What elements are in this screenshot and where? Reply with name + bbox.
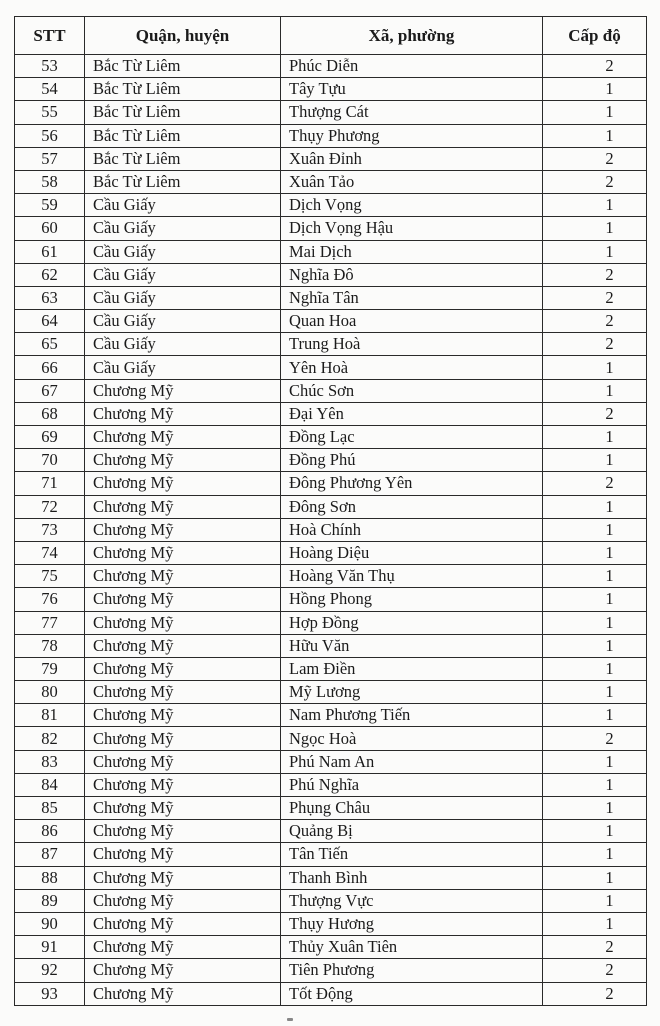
row-stt: 79	[15, 657, 85, 680]
row-stt: 55	[15, 101, 85, 124]
row-stt: 88	[15, 866, 85, 889]
row-ward: Thượng Cát	[281, 101, 543, 124]
table-row	[15, 889, 647, 912]
row-ward: Hợp Đồng	[281, 611, 543, 634]
row-stt: 54	[15, 78, 85, 101]
row-stt: 89	[15, 889, 85, 912]
row-ward: Hữu Văn	[281, 634, 543, 657]
row-ward: Yên Hoà	[281, 356, 543, 379]
row-level: 1	[543, 518, 647, 541]
row-level: 1	[543, 217, 647, 240]
row-district: Chương Mỹ	[85, 402, 281, 425]
row-stt: 66	[15, 356, 85, 379]
row-level: 2	[543, 472, 647, 495]
row-ward: Xuân Đỉnh	[281, 147, 543, 170]
table-row	[15, 449, 647, 472]
row-ward: Nghĩa Tân	[281, 286, 543, 309]
row-ward: Đông Phương Yên	[281, 472, 543, 495]
table-row	[15, 588, 647, 611]
row-level: 1	[543, 889, 647, 912]
row-ward: Phúc Diễn	[281, 55, 543, 78]
row-district: Bắc Từ Liêm	[85, 78, 281, 101]
row-ward: Dịch Vọng	[281, 194, 543, 217]
row-stt: 67	[15, 379, 85, 402]
row-stt: 64	[15, 310, 85, 333]
row-level: 2	[543, 170, 647, 193]
row-stt: 82	[15, 727, 85, 750]
row-ward: Tân Tiến	[281, 843, 543, 866]
row-ward: Phú Nghĩa	[281, 773, 543, 796]
row-ward: Tiên Phương	[281, 959, 543, 982]
row-district: Chương Mỹ	[85, 797, 281, 820]
row-level: 1	[543, 101, 647, 124]
row-ward: Chúc Sơn	[281, 379, 543, 402]
row-ward: Thanh Bình	[281, 866, 543, 889]
table-row	[15, 750, 647, 773]
row-level: 1	[543, 124, 647, 147]
row-district: Chương Mỹ	[85, 681, 281, 704]
table-row	[15, 936, 647, 959]
row-level: 1	[543, 611, 647, 634]
table-row	[15, 356, 647, 379]
row-stt: 59	[15, 194, 85, 217]
row-stt: 74	[15, 541, 85, 564]
row-district: Chương Mỹ	[85, 634, 281, 657]
row-district: Chương Mỹ	[85, 750, 281, 773]
row-stt: 69	[15, 426, 85, 449]
row-ward: Xuân Tảo	[281, 170, 543, 193]
table-row	[15, 657, 647, 680]
table-row	[15, 982, 647, 1005]
table-row	[15, 912, 647, 935]
row-ward: Mai Dịch	[281, 240, 543, 263]
row-ward: Ngọc Hoà	[281, 727, 543, 750]
row-stt: 83	[15, 750, 85, 773]
table-row	[15, 194, 647, 217]
row-level: 1	[543, 78, 647, 101]
row-stt: 57	[15, 147, 85, 170]
row-ward: Hồng Phong	[281, 588, 543, 611]
row-district: Chương Mỹ	[85, 982, 281, 1005]
row-ward: Thượng Vực	[281, 889, 543, 912]
table-row	[15, 797, 647, 820]
table-row	[15, 843, 647, 866]
row-ward: Thụy Phương	[281, 124, 543, 147]
table-row	[15, 681, 647, 704]
table-row	[15, 263, 647, 286]
row-district: Chương Mỹ	[85, 518, 281, 541]
row-stt: 70	[15, 449, 85, 472]
header-district: Quận, huyện	[85, 17, 281, 55]
row-stt: 93	[15, 982, 85, 1005]
row-ward: Hoà Chính	[281, 518, 543, 541]
row-ward: Trung Hoà	[281, 333, 543, 356]
row-level: 2	[543, 982, 647, 1005]
row-district: Chương Mỹ	[85, 727, 281, 750]
table-row	[15, 217, 647, 240]
ward-level-table	[14, 16, 647, 1006]
table-header	[15, 17, 647, 55]
table-row	[15, 773, 647, 796]
table-row	[15, 170, 647, 193]
row-stt: 68	[15, 402, 85, 425]
row-district: Chương Mỹ	[85, 449, 281, 472]
row-stt: 75	[15, 565, 85, 588]
row-district: Cầu Giấy	[85, 286, 281, 309]
row-district: Chương Mỹ	[85, 472, 281, 495]
row-district: Chương Mỹ	[85, 541, 281, 564]
table-row	[15, 124, 647, 147]
table-row	[15, 240, 647, 263]
row-stt: 65	[15, 333, 85, 356]
row-ward: Tây Tựu	[281, 78, 543, 101]
row-ward: Đồng Lạc	[281, 426, 543, 449]
row-level: 2	[543, 286, 647, 309]
row-level: 1	[543, 657, 647, 680]
row-district: Cầu Giấy	[85, 333, 281, 356]
row-district: Bắc Từ Liêm	[85, 101, 281, 124]
table-row	[15, 518, 647, 541]
table-row	[15, 495, 647, 518]
row-level: 1	[543, 379, 647, 402]
header-row	[15, 17, 647, 55]
row-level: 2	[543, 147, 647, 170]
row-ward: Dịch Vọng Hậu	[281, 217, 543, 240]
page-mark	[287, 1018, 293, 1021]
row-district: Bắc Từ Liêm	[85, 55, 281, 78]
table-row	[15, 704, 647, 727]
row-ward: Đông Sơn	[281, 495, 543, 518]
row-district: Chương Mỹ	[85, 866, 281, 889]
row-ward: Thụy Hương	[281, 912, 543, 935]
row-level: 1	[543, 565, 647, 588]
row-district: Cầu Giấy	[85, 310, 281, 333]
row-district: Cầu Giấy	[85, 263, 281, 286]
row-level: 1	[543, 356, 647, 379]
row-stt: 84	[15, 773, 85, 796]
row-ward: Thủy Xuân Tiên	[281, 936, 543, 959]
row-level: 1	[543, 750, 647, 773]
row-level: 2	[543, 333, 647, 356]
row-level: 1	[543, 426, 647, 449]
row-district: Chương Mỹ	[85, 704, 281, 727]
header-stt: STT	[15, 17, 85, 55]
row-ward: Đồng Phú	[281, 449, 543, 472]
row-district: Chương Mỹ	[85, 495, 281, 518]
row-ward: Quan Hoa	[281, 310, 543, 333]
row-level: 2	[543, 959, 647, 982]
row-level: 2	[543, 263, 647, 286]
table-row	[15, 820, 647, 843]
row-district: Chương Mỹ	[85, 588, 281, 611]
header-ward: Xã, phường	[281, 17, 543, 55]
row-level: 1	[543, 912, 647, 935]
row-district: Cầu Giấy	[85, 217, 281, 240]
row-district: Chương Mỹ	[85, 936, 281, 959]
row-ward: Nam Phương Tiến	[281, 704, 543, 727]
row-ward: Đại Yên	[281, 402, 543, 425]
row-stt: 60	[15, 217, 85, 240]
row-district: Cầu Giấy	[85, 194, 281, 217]
row-stt: 90	[15, 912, 85, 935]
table-row	[15, 402, 647, 425]
row-stt: 58	[15, 170, 85, 193]
table-row	[15, 379, 647, 402]
row-ward: Phụng Châu	[281, 797, 543, 820]
table-row	[15, 101, 647, 124]
row-level: 2	[543, 55, 647, 78]
row-level: 1	[543, 588, 647, 611]
table-row	[15, 472, 647, 495]
row-stt: 76	[15, 588, 85, 611]
row-ward: Quảng Bị	[281, 820, 543, 843]
row-stt: 80	[15, 681, 85, 704]
row-stt: 85	[15, 797, 85, 820]
row-district: Bắc Từ Liêm	[85, 147, 281, 170]
table-body	[15, 55, 647, 1006]
row-level: 1	[543, 449, 647, 472]
row-district: Chương Mỹ	[85, 912, 281, 935]
row-stt: 56	[15, 124, 85, 147]
table-row	[15, 333, 647, 356]
row-level: 1	[543, 634, 647, 657]
row-stt: 77	[15, 611, 85, 634]
table-row	[15, 565, 647, 588]
row-district: Chương Mỹ	[85, 426, 281, 449]
row-level: 1	[543, 681, 647, 704]
table-row	[15, 541, 647, 564]
table-row	[15, 55, 647, 78]
table-row	[15, 426, 647, 449]
row-district: Chương Mỹ	[85, 959, 281, 982]
row-district: Cầu Giấy	[85, 240, 281, 263]
row-district: Chương Mỹ	[85, 379, 281, 402]
row-district: Chương Mỹ	[85, 889, 281, 912]
row-level: 1	[543, 820, 647, 843]
row-ward: Mỹ Lương	[281, 681, 543, 704]
table-row	[15, 147, 647, 170]
row-level: 2	[543, 402, 647, 425]
table-row	[15, 727, 647, 750]
row-level: 1	[543, 773, 647, 796]
row-stt: 63	[15, 286, 85, 309]
row-stt: 53	[15, 55, 85, 78]
row-level: 2	[543, 727, 647, 750]
table-row	[15, 634, 647, 657]
row-ward: Phú Nam An	[281, 750, 543, 773]
row-ward: Hoàng Diệu	[281, 541, 543, 564]
row-level: 1	[543, 495, 647, 518]
row-level: 1	[543, 194, 647, 217]
table-row	[15, 959, 647, 982]
table-row	[15, 866, 647, 889]
header-level: Cấp độ	[543, 17, 647, 55]
row-stt: 87	[15, 843, 85, 866]
row-stt: 73	[15, 518, 85, 541]
row-level: 2	[543, 310, 647, 333]
row-level: 1	[543, 797, 647, 820]
row-stt: 61	[15, 240, 85, 263]
row-stt: 91	[15, 936, 85, 959]
row-ward: Hoàng Văn Thụ	[281, 565, 543, 588]
row-level: 1	[543, 240, 647, 263]
table-row	[15, 611, 647, 634]
row-district: Bắc Từ Liêm	[85, 170, 281, 193]
row-district: Chương Mỹ	[85, 657, 281, 680]
row-district: Chương Mỹ	[85, 843, 281, 866]
row-stt: 62	[15, 263, 85, 286]
row-stt: 86	[15, 820, 85, 843]
row-stt: 72	[15, 495, 85, 518]
row-district: Chương Mỹ	[85, 611, 281, 634]
row-stt: 71	[15, 472, 85, 495]
row-stt: 81	[15, 704, 85, 727]
row-ward: Tốt Động	[281, 982, 543, 1005]
row-level: 1	[543, 866, 647, 889]
row-level: 1	[543, 843, 647, 866]
table-row	[15, 78, 647, 101]
row-stt: 78	[15, 634, 85, 657]
table-row	[15, 286, 647, 309]
row-district: Chương Mỹ	[85, 773, 281, 796]
table-row	[15, 310, 647, 333]
row-district: Chương Mỹ	[85, 820, 281, 843]
row-ward: Nghĩa Đô	[281, 263, 543, 286]
row-district: Bắc Từ Liêm	[85, 124, 281, 147]
row-stt: 92	[15, 959, 85, 982]
row-district: Chương Mỹ	[85, 565, 281, 588]
row-district: Cầu Giấy	[85, 356, 281, 379]
row-level: 1	[543, 541, 647, 564]
row-level: 2	[543, 936, 647, 959]
row-level: 1	[543, 704, 647, 727]
row-ward: Lam Điền	[281, 657, 543, 680]
